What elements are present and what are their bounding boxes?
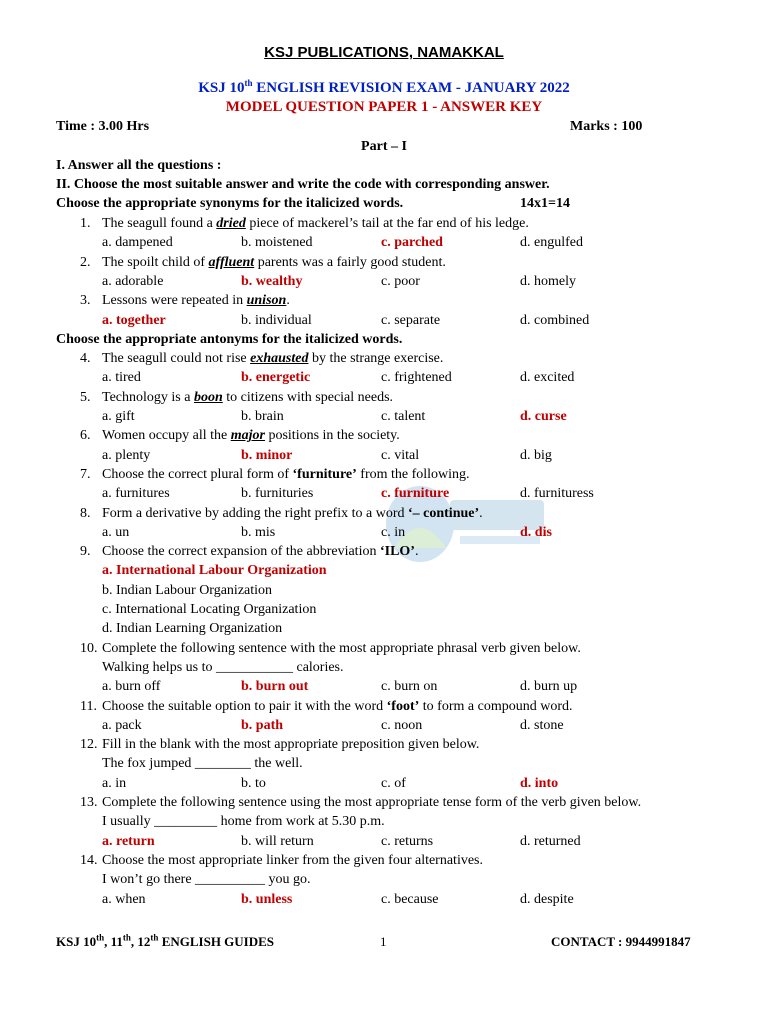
option: c. furniture xyxy=(381,486,450,502)
option: a. International Labour Organization xyxy=(102,563,327,579)
option: b. burn out xyxy=(241,679,309,695)
instruction-1: I. Answer all the questions : xyxy=(56,158,222,173)
option: c. in xyxy=(381,524,406,540)
antonyms-heading: Choose the appropriate antonyms for the italicized words. xyxy=(56,331,403,347)
question-number: 9. xyxy=(80,544,91,560)
paper-title: MODEL QUESTION PAPER 1 - ANSWER KEY xyxy=(225,99,543,115)
question-number: 6. xyxy=(80,428,91,444)
question-sentence: The fox jumped ________ the well. xyxy=(102,756,303,772)
question-text: Lessons were repeated in unison. xyxy=(102,293,290,309)
keyword: boon xyxy=(193,389,223,405)
option: a. pack xyxy=(102,717,142,733)
option: d. furnituress xyxy=(520,486,594,502)
page-number: 1 xyxy=(380,934,387,949)
synonyms-heading: Choose the appropriate synonyms for the italicized words. xyxy=(56,196,404,211)
synonyms-marks: 14x1=14 xyxy=(520,196,570,211)
part-heading: Part – I xyxy=(361,139,407,154)
option: b. will return xyxy=(241,833,314,849)
question-number: 3. xyxy=(80,293,91,309)
keyword: exhausted xyxy=(250,351,309,367)
question-number: 13. xyxy=(80,795,98,810)
option: d. combined xyxy=(520,312,590,328)
question-number: 12. xyxy=(80,737,98,753)
option: d. stone xyxy=(520,717,564,733)
question-text: Complete the following sentence using the most appropriate tense form of the verb given below. xyxy=(102,795,642,810)
option: a. together xyxy=(102,312,166,328)
option: b. wealthy xyxy=(241,273,303,289)
option: c. of xyxy=(381,775,406,791)
option: b. minor xyxy=(241,447,293,463)
question-text: Technology is a boon to citizens with special needs. xyxy=(102,389,394,405)
keyword: ‘furniture’ xyxy=(292,466,357,482)
option: c. vital xyxy=(381,447,420,463)
option: d. dis xyxy=(520,524,552,540)
question-text: Form a derivative by adding the right prefix to a word ‘– continue’. xyxy=(102,505,483,521)
option: d. curse xyxy=(520,409,567,424)
keyword: dried xyxy=(216,216,246,231)
question-text: The seagull found a dried piece of mackerel’s tail at the far end of his ledge. xyxy=(102,216,529,231)
publisher: KSJ PUBLICATIONS, NAMAKKAL xyxy=(264,44,504,61)
option: c. noon xyxy=(381,717,423,733)
question-text: The spoilt child of affluent parents was a fairly good student. xyxy=(102,254,446,270)
question-number: 10. xyxy=(80,640,98,656)
exam-title: KSJ 10th ENGLISH REVISION EXAM - JANUARY 2022 xyxy=(198,78,570,96)
keyword: unison xyxy=(246,293,287,309)
question-sentence: Walking helps us to ___________ calories. xyxy=(102,659,344,675)
question-number: 14. xyxy=(80,852,98,868)
question-number: 7. xyxy=(80,466,91,482)
keyword: ‘– continue’ xyxy=(407,505,480,521)
option: b. energetic xyxy=(241,370,311,386)
option: c. frightened xyxy=(381,370,452,386)
question-number: 1. xyxy=(80,216,91,231)
option: b. unless xyxy=(241,891,293,907)
instruction-2: II. Choose the most suitable answer and write the code with corresponding answer. xyxy=(56,177,550,192)
option: a. un xyxy=(102,524,130,540)
marks: Marks : 100 xyxy=(570,119,643,134)
question-text: Fill in the blank with the most appropriate preposition given below. xyxy=(102,737,480,753)
option: c. talent xyxy=(381,409,426,424)
option: a. in xyxy=(102,775,127,791)
option: d. excited xyxy=(520,370,575,386)
question-number: 11. xyxy=(80,698,97,714)
keyword: ‘foot’ xyxy=(386,698,420,714)
option: b. furnituries xyxy=(241,486,314,502)
option: a. plenty xyxy=(102,447,151,463)
option: b. moistened xyxy=(241,235,313,251)
option: a. when xyxy=(102,891,146,907)
question-text: Choose the correct expansion of the abbreviation ‘ILO’. xyxy=(102,544,419,560)
option: d. into xyxy=(520,775,559,791)
option: a. furnitures xyxy=(102,486,170,502)
question-number: 5. xyxy=(80,389,91,405)
option: c. poor xyxy=(381,273,420,289)
option: a. dampened xyxy=(102,235,173,251)
question-number: 4. xyxy=(80,351,91,367)
question-text: Choose the suitable option to pair it with the word ‘foot’ to form a compound word. xyxy=(102,698,573,714)
question-text: Choose the correct plural form of ‘furniture’ from the following. xyxy=(102,466,470,482)
option: d. returned xyxy=(520,833,581,849)
question-text: Choose the most appropriate linker from the given four alternatives. xyxy=(102,852,484,868)
option: a. burn off xyxy=(102,679,161,695)
question-number: 8. xyxy=(80,505,91,521)
option: d. homely xyxy=(520,273,576,289)
option: c. burn on xyxy=(381,679,438,695)
keyword: major xyxy=(230,428,265,444)
footer-guides: KSJ 10th, 11th, 12th ENGLISH GUIDES xyxy=(56,932,275,949)
option: c. separate xyxy=(381,312,441,328)
option: a. return xyxy=(102,833,155,849)
question-text: Women occupy all the major positions in the society. xyxy=(102,428,400,444)
option: a. gift xyxy=(102,409,135,424)
option: c. International Locating Organization xyxy=(102,602,317,617)
question-sentence: I usually _________ home from work at 5.30 p.m. xyxy=(102,814,385,830)
option: a. tired xyxy=(102,370,141,386)
question-text: Complete the following sentence with the most appropriate phrasal verb given below. xyxy=(102,640,581,656)
option: b. path xyxy=(241,717,284,733)
option: d. Indian Learning Organization xyxy=(102,621,283,637)
option: c. returns xyxy=(381,833,434,849)
footer-contact: CONTACT : 9944991847 xyxy=(551,934,691,949)
option: b. individual xyxy=(241,312,312,328)
option: b. mis xyxy=(241,524,276,540)
time: Time : 3.00 Hrs xyxy=(56,119,150,134)
question-text: The seagull could not rise exhausted by the strange exercise. xyxy=(102,351,444,367)
option: c. because xyxy=(381,891,439,907)
option: b. Indian Labour Organization xyxy=(102,582,273,598)
option: b. brain xyxy=(241,409,284,424)
keyword: affluent xyxy=(208,254,255,270)
keyword: ‘ILO’ xyxy=(379,544,415,560)
question-number: 2. xyxy=(80,254,91,270)
option: d. engulfed xyxy=(520,235,583,251)
option: d. despite xyxy=(520,891,574,907)
option: b. to xyxy=(241,775,266,791)
option: d. burn up xyxy=(520,679,578,695)
question-sentence: I won’t go there __________ you go. xyxy=(102,872,311,888)
option: d. big xyxy=(520,447,552,463)
option: c. parched xyxy=(381,235,443,251)
option: a. adorable xyxy=(102,273,164,289)
